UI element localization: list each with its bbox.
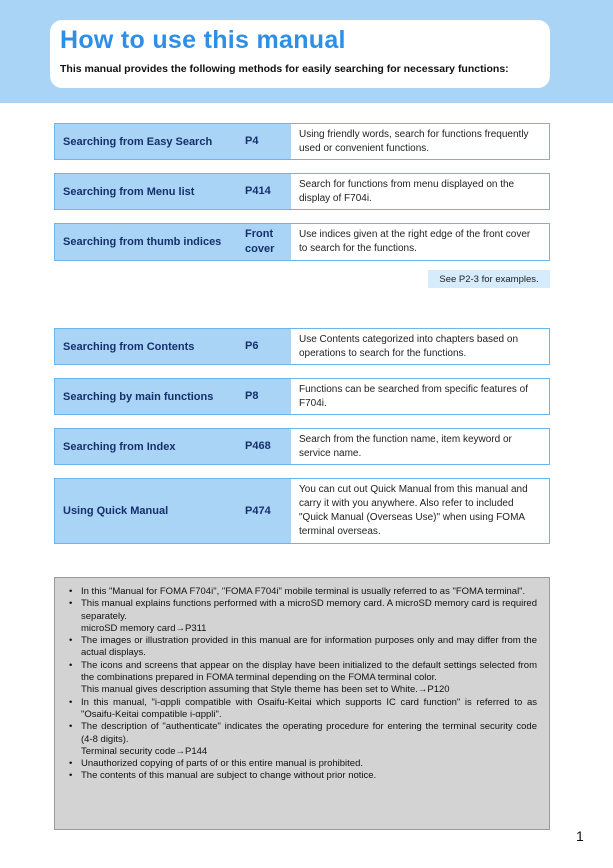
note-item: [67, 758, 537, 770]
note-item: [67, 697, 537, 722]
method-label-cell: [55, 124, 291, 159]
method-row-quick-manual[interactable]: [54, 478, 550, 544]
method-label-cell: [55, 479, 291, 543]
page-title: How to use this manual: [60, 26, 346, 54]
see-examples-note[interactable]: See P2-3 for examples.: [428, 270, 550, 288]
bullet-icon: •: [69, 721, 73, 733]
bullet-icon: •: [69, 696, 73, 708]
note-text: Unauthorized copying of parts of or this entire manual is prohibited.: [81, 758, 363, 770]
page-ref-line1: Front: [245, 228, 274, 240]
note-subtext: Terminal security code→P144: [81, 745, 208, 757]
method-description: Functions can be searched from specific features of F704i.: [299, 383, 529, 409]
method-page-ref[interactable]: P6: [245, 340, 259, 352]
method-description: Use indices given at the right edge of the front cover to search for the functions.: [299, 229, 531, 254]
method-row-main-functions[interactable]: [54, 378, 550, 415]
method-label-cell: [55, 329, 291, 364]
method-page-ref[interactable]: P4: [245, 135, 259, 147]
note-item: [67, 586, 537, 598]
method-title: Using Quick Manual: [63, 505, 169, 517]
method-title: Searching from Menu list: [63, 185, 195, 198]
method-page-ref[interactable]: P414: [245, 185, 271, 197]
method-title: Searching by main functions: [63, 390, 214, 403]
method-description: You can cut out Quick Manual from this manual and carry it with you anywhere. Also refer to included "Quick Manual (Overseas Use)" when using FOMA terminal overseas.: [299, 484, 528, 537]
bullet-icon: •: [69, 586, 73, 597]
method-label-cell: [55, 429, 291, 464]
page-ref-line2: cover: [245, 243, 275, 255]
note-text: The description of "authenticate" indicates the operating procedure for entering the terminal security code (4-8 digits).: [81, 721, 537, 745]
note-item: [67, 721, 537, 758]
method-label-cell: [55, 174, 291, 209]
bullet-icon: •: [69, 598, 73, 610]
bullet-icon: •: [69, 770, 73, 782]
note-text: In this "Manual for FOMA F704i", "FOMA F704i" mobile terminal is usually referred to as "FOMA terminal".: [81, 586, 526, 597]
method-row-thumb-indices[interactable]: [54, 223, 550, 261]
note-item: [67, 598, 537, 635]
note-text: The icons and screens that appear on the display have been initialized to the default settings selected from the combinations prepared in FOMA terminal depending on the FOMA terminal color.: [81, 659, 537, 684]
page-number: 1: [576, 828, 584, 844]
note-subtext: This manual gives description assuming that Style theme has been set to White.→P120: [81, 684, 450, 696]
note-subtext: microSD memory card→P311: [81, 622, 207, 634]
method-label-cell: [55, 224, 291, 260]
note-text: The contents of this manual are subject to change without prior notice.: [81, 770, 377, 782]
method-page-ref[interactable]: P8: [245, 390, 259, 402]
note-item: [67, 770, 537, 782]
notes-box: [54, 577, 550, 830]
note-text: In this manual, "i-αppli compatible with Osaifu-Keitai which supports IC card function" is referred to as "Osaifu-Keitai compatible i-αppli".: [81, 696, 537, 720]
page-subtitle: This manual provides the following methods for easily searching for necessary functions:: [60, 63, 509, 75]
note-item: [67, 635, 537, 660]
method-page-ref[interactable]: P468: [245, 440, 271, 452]
method-page-ref[interactable]: [245, 227, 274, 257]
method-description: Using friendly words, search for functions frequently used or convenient functions.: [299, 128, 529, 154]
method-title: Searching from Index: [63, 440, 176, 453]
method-row-index[interactable]: [54, 428, 550, 465]
note-text: The images or illustration provided in this manual are for information purposes only and may differ from the actual displays.: [81, 635, 537, 659]
method-page-ref[interactable]: P474: [245, 504, 271, 517]
method-title: Searching from Contents: [63, 340, 195, 353]
method-description: Search for functions from menu displayed on the display of F704i.: [299, 178, 515, 204]
note-item: [67, 660, 537, 697]
bullet-icon: •: [69, 659, 73, 671]
method-row-easy-search[interactable]: [54, 123, 550, 160]
method-description: Search from the function name, item keyword or service name.: [299, 433, 512, 459]
method-title: Searching from thumb indices: [63, 236, 222, 248]
bullet-icon: •: [69, 758, 73, 770]
method-row-contents[interactable]: [54, 328, 550, 365]
note-text: This manual explains functions performed with a microSD memory card. A microSD memory card is required separately.: [81, 598, 537, 622]
method-title: Searching from Easy Search: [63, 135, 213, 148]
method-description: Use Contents categorized into chapters based on operations to search for the functions.: [299, 333, 519, 359]
bullet-icon: •: [69, 635, 73, 647]
notes-list: [67, 586, 537, 783]
method-label-cell: [55, 379, 291, 414]
method-row-menu-list[interactable]: [54, 173, 550, 210]
